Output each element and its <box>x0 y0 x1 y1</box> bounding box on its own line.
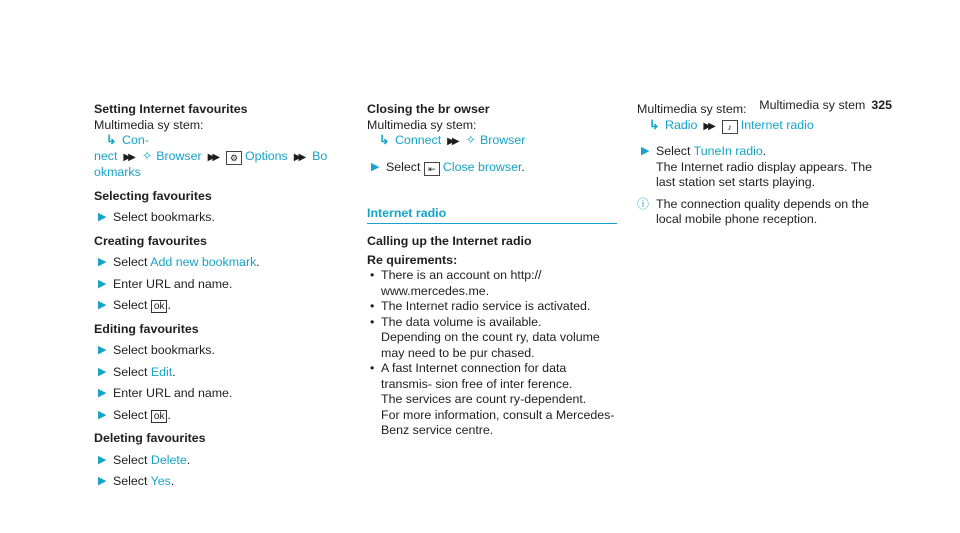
step <box>94 210 334 226</box>
bullet-text: There is an account on http:// <box>381 268 542 282</box>
step-text: Select <box>113 452 148 467</box>
mm-label: Multimedia sy stem: <box>637 102 747 116</box>
column-radio-steps <box>637 102 887 228</box>
step-text: Select bookmarks. <box>113 343 215 357</box>
link-close-browser[interactable]: Close browser <box>442 159 522 174</box>
step-text: Select <box>656 144 691 158</box>
heading-editing: Editing favourites <box>94 321 199 336</box>
step-text: Enter URL and name. <box>113 386 233 400</box>
link-connect-1[interactable]: Con- <box>122 133 149 147</box>
bullet-text: www.mercedes.me. <box>381 283 490 298</box>
double-chevron-icon: ▶▶ <box>447 136 457 147</box>
step-arrow-icon: ▶ <box>98 211 107 223</box>
step-result-text: The Internet radio display appears. The last station set starts playing. <box>656 159 873 189</box>
nav-path <box>637 118 887 135</box>
step: ▶ Select Delete. <box>98 452 191 467</box>
list-item <box>367 268 617 299</box>
link-add-bookmark[interactable]: Add new bookmark <box>150 255 257 269</box>
column-favourites <box>94 102 334 490</box>
ok-icon: ok <box>151 410 168 423</box>
double-chevron-icon: ▶▶ <box>293 151 304 163</box>
list-item <box>367 299 617 315</box>
step <box>94 277 334 293</box>
link-connect[interactable]: Connect <box>395 133 442 147</box>
section-internet-radio: Internet radio <box>367 206 617 225</box>
step-arrow-icon: ▶ <box>98 299 107 311</box>
nav-path-cont <box>94 149 334 166</box>
step-arrow-icon: ▶ <box>98 408 107 421</box>
radio-icon: ♪ <box>722 120 738 134</box>
heading-calling-up: Calling up the Internet radio <box>367 234 532 248</box>
note <box>637 197 887 228</box>
close-browser-icon: ⇤ <box>424 162 440 176</box>
step: ▶ Select ok . <box>98 407 171 422</box>
bullet-continuation: Depending on the count ry, data volume may need to be pur chased. <box>381 330 600 360</box>
link-delete[interactable]: Delete <box>150 452 187 467</box>
nav-path <box>367 133 617 150</box>
path-arrow-icon: ↳ <box>379 133 390 147</box>
double-chevron-icon: ▶▶ <box>123 151 133 163</box>
bullet-text: The data volume is available. <box>381 314 542 329</box>
info-icon: ⓘ <box>637 196 650 211</box>
step-arrow-icon: ▶ <box>98 365 107 378</box>
options-icon: ⚙ <box>226 151 242 165</box>
link-tunein-radio[interactable]: TuneIn radio <box>693 144 763 158</box>
link-radio[interactable]: Radio <box>665 117 698 132</box>
link-internet-radio[interactable]: Internet radio <box>740 117 814 132</box>
step-arrow-icon: ▶ <box>371 160 380 173</box>
link-options[interactable]: Options <box>245 148 288 163</box>
heading-selecting: Selecting favourites <box>94 188 212 203</box>
ok-icon: ok <box>151 300 168 313</box>
browser-icon: ✧ <box>141 148 153 163</box>
list-item <box>367 315 617 331</box>
list-item <box>367 361 617 392</box>
step: ▶ Select ⇤ Close browser. <box>371 159 525 174</box>
page-number: 325 <box>871 98 892 112</box>
step-text: Select <box>113 474 148 488</box>
nav-path <box>94 133 334 149</box>
step-text: Enter URL and name. <box>113 276 233 291</box>
link-bookmarks-1[interactable]: Bo <box>312 148 328 163</box>
mm-label: Multimedia sy stem: <box>94 117 204 132</box>
step-text: Select bookmarks. <box>113 210 215 224</box>
step: ▶ Select Edit. <box>98 364 176 379</box>
heading-setting-favourites: Setting Internet favourites <box>94 102 248 116</box>
double-chevron-icon: ▶▶ <box>703 120 713 132</box>
step-arrow-icon: ▶ <box>98 344 107 356</box>
header-title: Multimedia sy stem <box>759 98 866 112</box>
step-text: Select <box>113 364 148 379</box>
link-edit[interactable]: Edit <box>150 364 173 379</box>
link-bookmarks-2[interactable]: okmarks <box>94 165 141 179</box>
requirements-label: Re quirements: <box>367 252 458 267</box>
step <box>94 343 334 359</box>
double-chevron-icon: ▶▶ <box>207 151 218 163</box>
step-arrow-icon: ▶ <box>98 387 107 399</box>
link-browser[interactable]: Browser <box>479 133 526 147</box>
step-text: Select <box>113 298 148 312</box>
column-browser-radio <box>367 102 617 439</box>
step-arrow-icon: ▶ <box>98 475 107 487</box>
path-arrow-icon: ↳ <box>649 117 660 132</box>
note-text: The connection quality depends on the local mobile phone reception. <box>656 196 869 226</box>
step-arrow-icon: ▶ <box>641 145 650 157</box>
step <box>94 386 334 402</box>
step-arrow-icon: ▶ <box>98 256 107 268</box>
browser-icon: ✧ <box>465 133 476 147</box>
bullet-continuation: For more information, consult a Mercedes- Benz service centre. <box>381 407 615 437</box>
step: ▶ Select Yes. <box>98 474 175 488</box>
heading-closing-browser: Closing the br owser <box>367 102 490 116</box>
link-browser[interactable]: Browser <box>156 148 202 163</box>
step-text: Select <box>113 255 148 269</box>
step-text: Select <box>113 407 148 422</box>
path-arrow-icon: ↳ <box>106 133 117 147</box>
mm-label: Multimedia sy stem: <box>367 117 477 132</box>
heading-creating: Creating favourites <box>94 233 207 248</box>
step-text: Select <box>386 159 421 174</box>
link-connect-2[interactable]: nect <box>94 148 118 163</box>
step-arrow-icon: ▶ <box>98 453 107 466</box>
heading-deleting: Deleting favourites <box>94 431 206 445</box>
bullet-continuation: The services are count ry-dependent. <box>381 392 587 406</box>
bullet-text: The Internet radio service is activated. <box>381 299 591 313</box>
step: ▶ Select ok . <box>98 298 171 312</box>
bullet-text: A fast Internet connection for data transmis‑ sion free of inter ference. <box>381 361 573 391</box>
step: ▶ Select TuneIn radio. The Internet radio display appears. The last station set starts playing. <box>641 144 873 189</box>
link-yes[interactable]: Yes <box>150 474 171 488</box>
step: ▶ Select Add new bookmark. <box>98 255 260 269</box>
step-arrow-icon: ▶ <box>98 277 107 290</box>
